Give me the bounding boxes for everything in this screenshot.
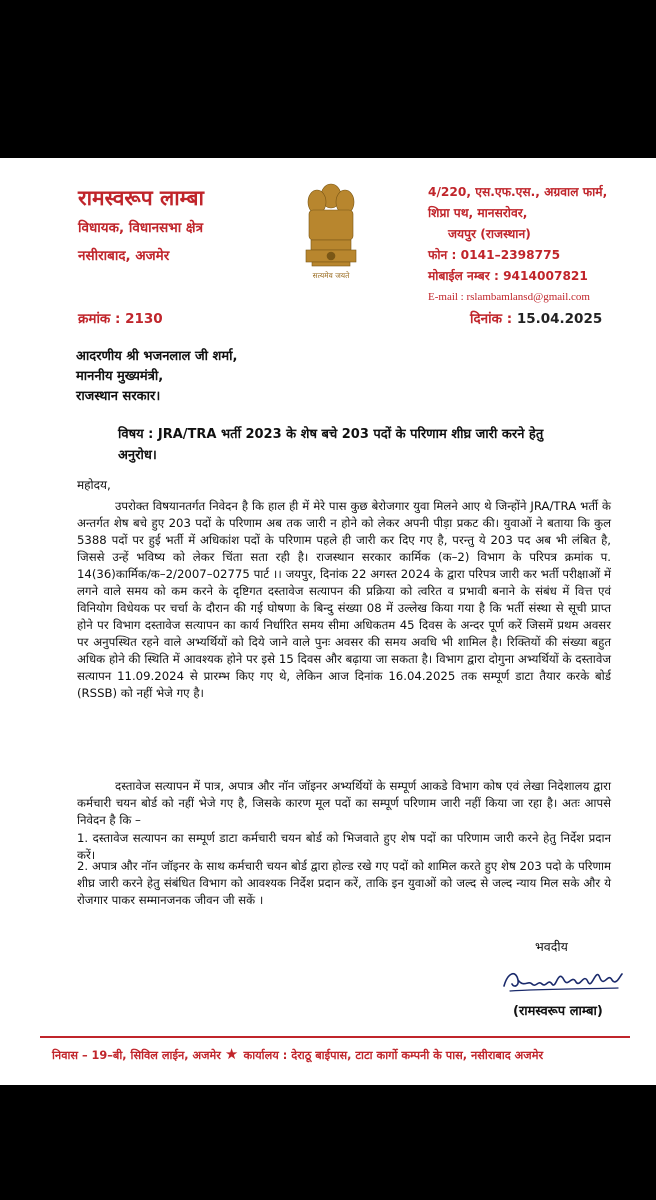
footer-office: कार्यालय : देराठू बाईपास, टाटा कार्गो कम्पनी के पास, नसीराबाद अजमेर [243, 1049, 544, 1062]
recipient-line-2: माननीय मुख्यमंत्री, [76, 369, 164, 384]
address-line-1: 4/220, एस.एफ.एस., अग्रवाल फार्म, [428, 185, 608, 199]
salutation: महोदय, [77, 478, 111, 492]
recipient-line-1: आदरणीय श्री भजनलाल जी शर्मा, [76, 349, 238, 364]
email-address: E-mail : rslambamlansd@gmail.com [428, 291, 590, 303]
body-paragraph-1: उपरोक्त विषयानतर्गत निवेदन है कि हाल ही में मेरे पास कुछ बेरोजगार युवा मिलने आए थे जिन्होंने JRA/TRA भर्ती के अन्तर्गत शेष बचे हुए 203 पदों के परिणाम अब तक जारी न होने को लेकर अपनी पीड़ा प्रकट की। युवाओं ने बताया कि कुल 5388 पदों पर हुई भर्ती में अधिकांश पदों के परिणाम पहले ही जारी कर दिए गए है, परन्तु ये 203 पद अब भी लंबित है, जिससे उन्हें भविष्य को लेकर चिंता सता रही है। राजस्थान सरकार कार्मिक (क–2) विभाग के परिपत्र क्रमांक प. 14(36)कार्मिक/क–2/2007–02775 पार्ट ।। जयपुर, दिनांक 22 अगस्त 2024 के द्वारा परिपत्र जारी कर भर्ती परीक्षाओं में लगने वाले समय को कम करने के दृष्टिगत दस्तावेज सत्यापन की प्रक्रिया को त्वरित व प्रभावी बनाने के संबंध में वित्त एवं विनियोग विधेयक पर चर्चा के दौरान की गई घोषणा के बिन्दु संख्या 08 में उल्लेख किया गया है कि भर्ती संस्था से सूची प्राप्त होने पर विभाग दस्तावेज सत्यापन का कार्य निर्धारित समय सीमा अधिकतम 45 दिवस के अन्दर पूर्ण करें जिसमें प्रथम अवसर पर अनुपस्थित रहने वाले अभ्यर्थियों को दिये जाने वाले पुनः अवसर की समय अवधि भी शामिल है। रिक्तियों की संख्या बहुत अधिक होने की स्थिति में आवश्यक होने पर इसे 15 दिवस और बढ़ाया जा सकता है। विभाग द्वारा दोगुना अभ्यर्थियों के दस्तावेज सत्यापन 11.09.2024 से प्रारम्भ किए गए थे, लेकिन आज दिनांक 16.04.2025 तक सम्पूर्ण डाटा तैयार करके बोर्ड (RSSB) को नहीं भेजे गए है। [77, 499, 611, 700]
sender-designation: विधायक, विधानसभा क्षेत्र [78, 220, 204, 236]
state-emblem [300, 178, 362, 284]
sender-constituency: नसीराबाद, अजमेर [78, 248, 170, 264]
phone-number: फोन : 0141–2398775 [428, 248, 561, 262]
footer-residence: निवास – 19–बी, सिविल लाईन, अजमेर [52, 1049, 221, 1062]
request-point-1: 1. दस्तावेज सत्यापन का सम्पूर्ण डाटा कर्मचारी चयन बोर्ड को भिजवाते हुए शेष पदों का परिणाम जारी करने हेतु निर्देश प्रदान करें। [77, 831, 611, 862]
request-point-2: 2. अपात्र और नॉन जॉइनर के साथ कर्मचारी चयन बोर्ड द्वारा होल्ड रखे गए पदों को शामिल करते हुए शेष 203 पदो के परिणाम शीघ्र जारी करने हेतु संबंधित विभाग को आवश्यक निर्देश प्रदान करें, ताकि इन युवाओं को जल्द से जल्द न्याय मिल सके और ये रोजगार पाकर सम्मानजनक जीवन जी सकें । [77, 859, 611, 907]
letter-date [470, 309, 602, 327]
sender-address-block [428, 182, 607, 308]
body-paragraph-2: दस्तावेज सत्यापन में पात्र, अपात्र और नॉन जॉइनर अभ्यर्थियों के सम्पूर्ण आकडे विभाग कोष एवं लेखा निदेशालय द्वारा कर्मचारी चयन बोर्ड को नहीं भेजे गए है, जिसके कारण मूल पदों का सम्पूर्ण परिणाम जारी नहीं किया जा रहा है। अतः आपसे निवेदन है कि – [77, 779, 611, 827]
date-value: 15.04.2025 [516, 311, 603, 327]
recipient-line-3: राजस्थान सरकार। [76, 389, 161, 404]
date-label: दिनांक : [470, 311, 513, 327]
star-icon: ★ [224, 1045, 244, 1063]
emblem-motto: सत्यमेव जयते [312, 271, 350, 280]
signatory-name: (रामस्वरूप लाम्बा) [513, 1004, 603, 1019]
subject-line: विषय : JRA/TRA भर्ती 2023 के शेष बचे 203 पदों के परिणाम शीघ्र जारी करने हेतु अनुरोध। [118, 427, 544, 463]
recipient-block [76, 347, 237, 407]
closing-phrase: भवदीय [535, 939, 568, 954]
letter-page [0, 158, 656, 1085]
footer-addresses [52, 1045, 543, 1063]
footer-divider [40, 1036, 630, 1038]
mobile-number: मोबाईल नम्बर : 9414007821 [428, 269, 588, 283]
address-line-3: जयपुर (राजस्थान) [448, 227, 531, 241]
handwritten-signature [500, 958, 624, 998]
sender-name: रामस्वरूप लाम्बा [78, 186, 204, 210]
reference-number: क्रमांक : 2130 [78, 311, 163, 327]
address-line-2: शिप्रा पथ, मानसरोवर, [428, 206, 528, 220]
